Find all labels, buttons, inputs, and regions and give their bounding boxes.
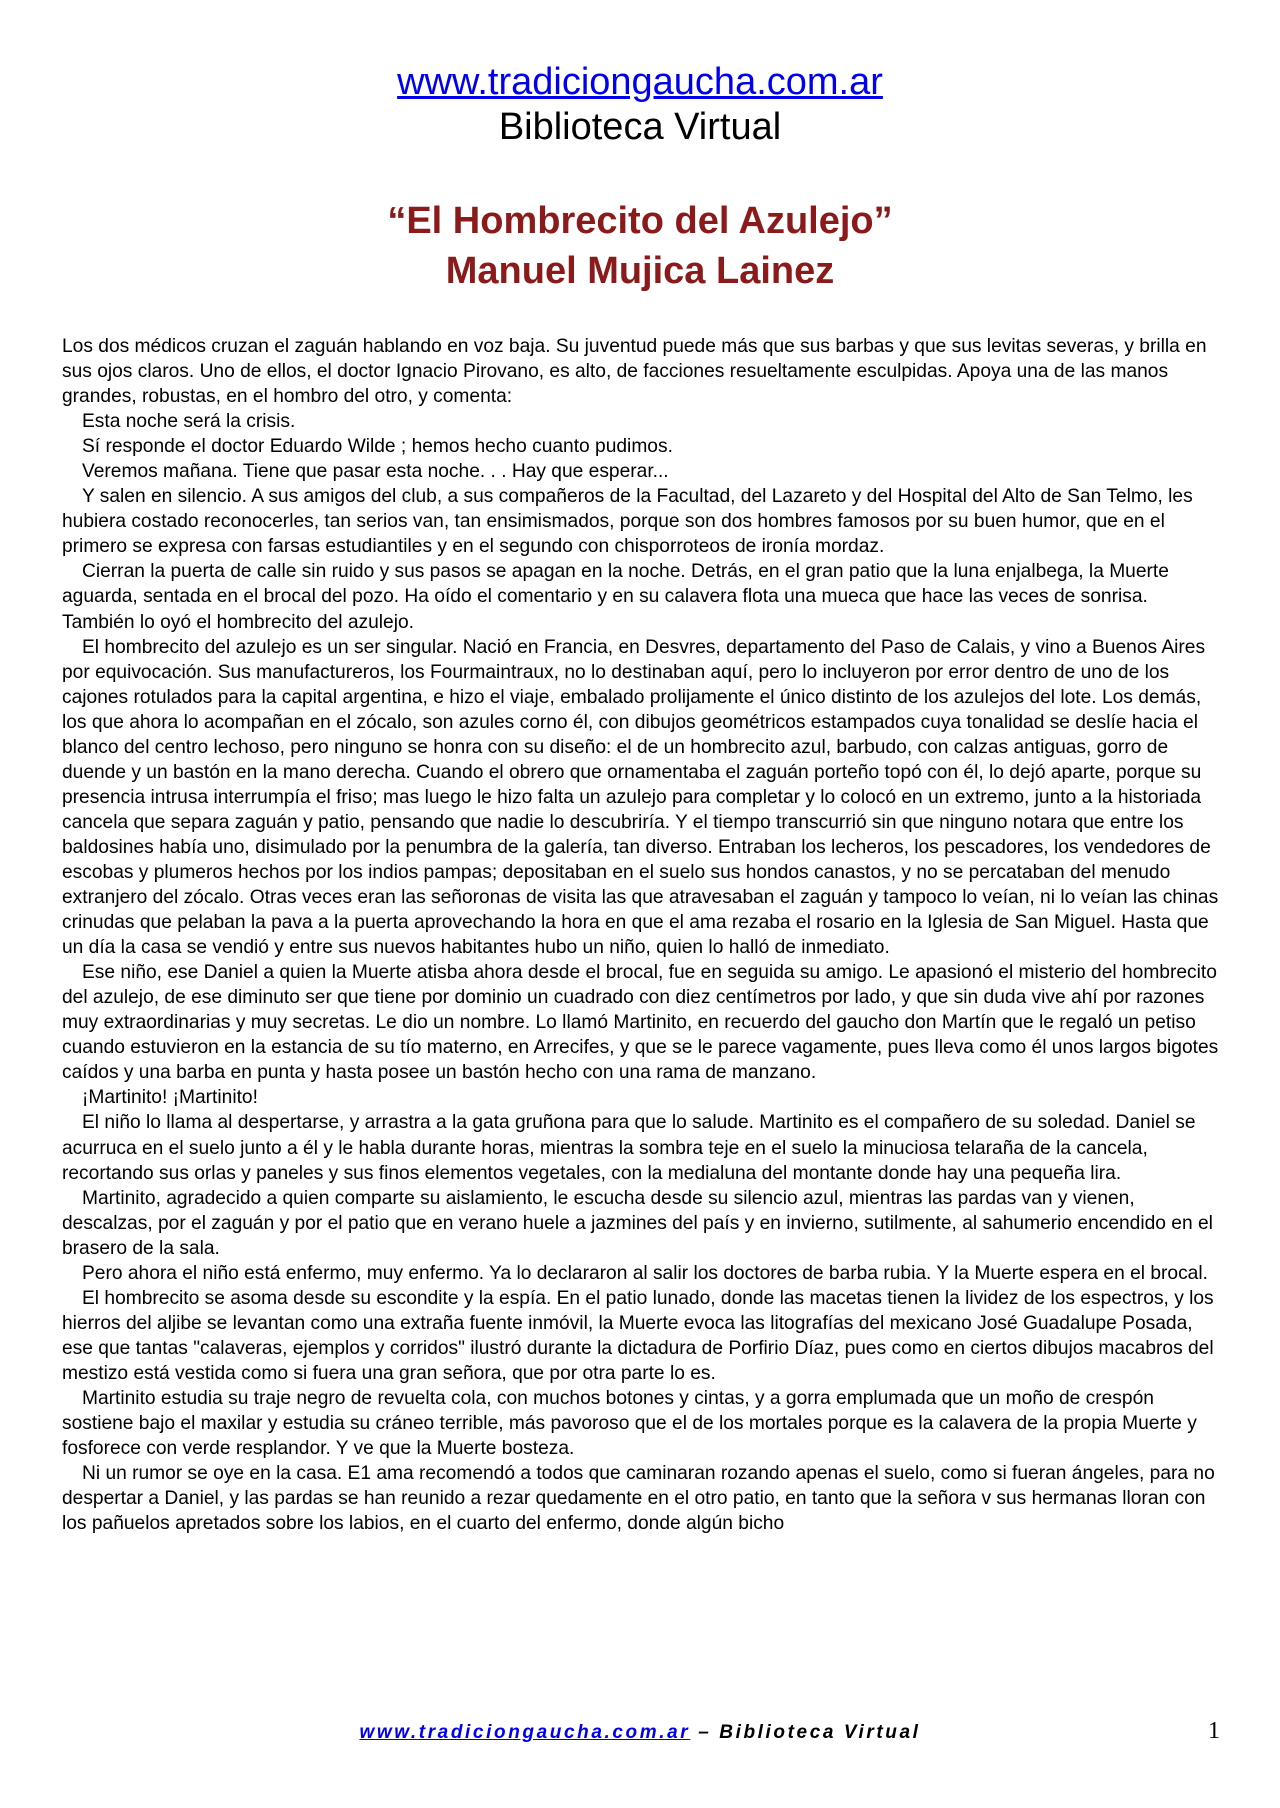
paragraph: Los dos médicos cruzan el zaguán hablando en voz baja. Su juventud puede más que sus barbas y que sus levitas severas, y brilla en sus ojos claros. Uno de ellos, el doctor Ignacio Pirovano, es alto, de facciones resueltamente esculpidas. Apoya una de las manos grandes, robustas, en el hombro del otro, y comenta: [62, 336, 1207, 408]
paragraph: El hombrecito se asoma desde su escondite y la espía. En el patio lunado, donde las macetas tienen la lividez de los espectros, y los hierros del aljibe se levantan como una extraña fuente inmóvil, la Muerte evoca las litografías del mexicano José Guadalupe Posada, ese que tantas "calaveras, ejemplos y corridos" ilustró durante la dictadura de Porfirio Díaz, pues como en ciertos dibujos macabros del mestizo está vestida como si fuera una gran señora, que por otra parte lo es. [62, 1287, 1214, 1384]
paragraph: Martinito, agradecido a quien comparte su aislamiento, le escucha desde su silencio azul, mientras las pardas van y vienen, descalzas, por el zaguán y por el patio que en verano huele a jazmines del país y en invierno, sutilmente, al sahumerio encendido en el brasero de la sala. [62, 1187, 1213, 1259]
paragraph: ¡Martinito! ¡Martinito! [82, 1087, 258, 1109]
footer-separator: – [690, 1722, 720, 1743]
paragraph: Martinito estudia su traje negro de revuelta cola, con muchos botones y cintas, y a gorra emplumada que un moño de crespón sostiene bajo el maxilar y estudia su cráneo terrible, más pavoroso que el de los mortales porque es la calavera de la propia Muerte y fosforece con verde resplandor. Y ve que la Muerte bosteza. [62, 1387, 1197, 1460]
title-block [0, 196, 1280, 296]
work-title: “El Hombrecito del Azulejo” [387, 200, 893, 242]
paragraph: Veremos mañana. Tiene que pasar esta noche. . . Hay que esperar... [82, 461, 669, 483]
footer-link[interactable]: www.tradiciongaucha.com.ar [359, 1722, 691, 1743]
site-link[interactable]: www.tradiciongaucha.com.ar [397, 61, 883, 103]
paragraph: Ni un rumor se oye en la casa. E1 ama recomendó a todos que caminaran rozando apenas el suelo, como si fueran ángeles, para no despertar a Daniel, y las pardas se han reunido a rezar quedamente en el otro patio, en tanto que la señora v sus hermanas lloran con los pañuelos apretados sobre los labios, en el cuarto del enfermo, donde algún bicho [62, 1463, 1215, 1535]
story-body [62, 334, 1224, 1536]
paragraph: El niño lo llama al despertarse, y arrastra a la gata gruñona para que lo salude. Martinito es el compañero de su soledad. Daniel se acurruca en el suelo junto a él y le habla durante horas, mientras la sombra teje en el suelo la minuciosa telaraña de la cancela, recortando sus orlas y paneles y sus finos elementos vegetales, con la medialuna del montante donde hay una pequeña lira. [62, 1112, 1196, 1184]
paragraph: Sí responde el doctor Eduardo Wilde ; hemos hecho cuanto pudimos. [82, 436, 673, 458]
paragraph: Y salen en silencio. A sus amigos del club, a sus compañeros de la Facultad, del Lazareto y del Hospital del Alto de San Telmo, les hubiera costado reconocerles, tan serios van, tan ensimismados, porque son dos hombres famosos por su buen humor, que en el primero se expresa con farsas estudiantiles y en el segundo con chisporroteos de ironía mordaz. [62, 486, 1193, 558]
paragraph: Pero ahora el niño está enfermo, muy enfermo. Ya lo declararon al salir los doctores de barba rubia. Y la Muerte espera en el brocal. [82, 1262, 1208, 1284]
paragraph: El hombrecito del azulejo es un ser singular. Nació en Francia, en Desvres, departamento del Paso de Calais, y vino a Buenos Aires por equivocación. Sus manufactureros, los Fourmaintraux, no lo destinaban aquí, pero lo incluyeron por error dentro de uno de los cajones rotulados para la capital argentina, e hizo el viaje, embalado prolijamente el único distinto de los azulejos del lote. Los demás, los que ahora lo acompañan en el zócalo, son azules corno él, con dibujos geométricos estampados cuya tonalidad se deslíe hacia el blanco del centro lechoso, pero ninguno se honra con su diseño: el de un hombrecito azul, barbudo, con calzas antiguas, gorro de duende y un bastón en la mano derecha. Cuando el obrero que ornamentaba el zaguán porteño topó con él, lo dejó aparte, porque su presencia intrusa interrumpía el friso; mas luego le hizo falta un azulejo para completar y lo colocó en un extremo, junto a la historiada cancela que separa zaguán y patio, pensando que nadie lo descubriría. Y el tiempo transcurrió sin que ninguno notara que entre los baldosines había uno, disimulado por la penumbra de la galería, tan diverso. Entraban los lecheros, los pescadores, los vendedores de escobas y plumeros hechos por los indios pampas; depositaban en el suelo sus hondos canastos, y no se percataban del menudo extranjero del zócalo. Otras veces eran las señoronas de visita las que atravesaban el zaguán y tampoco lo veían, ni lo veían las chinas crinudas que pelaban la pava a la puerta aprovechando la hora en que el ama rezaba el rosario en la Iglesia de San Miguel. Hasta que un día la casa se vendió y entre sus nuevos habitantes hubo un niño, quien lo halló de inmediato. [62, 636, 1219, 959]
author-name: Manuel Mujica Lainez [445, 250, 835, 292]
page-footer [0, 1722, 1280, 1744]
page-header [0, 60, 1280, 150]
paragraph: Ese niño, ese Daniel a quien la Muerte atisba ahora desde el brocal, fue en seguida su amigo. Le apasionó el misterio del hombrecito del azulejo, de ese diminuto ser que tiene por dominio un cuadrado con diez centímetros por lado, y que sin duda vive ahí por razones muy extraordinarias y muy secretas. Le dio un nombre. Lo llamó Martinito, en recuerdo del gaucho don Martín que le regaló un petiso cuando estuvieron en la estancia de su tío materno, en Arrecifes, y que se le parece vagamente, pues lleva como él unos largos bigotes caídos y una barba en punta y hasta posee un bastón hecho con una rama de manzano. [62, 962, 1219, 1084]
page-number: 1 [1208, 1718, 1220, 1744]
paragraph: Cierran la puerta de calle sin ruido y sus pasos se apagan en la noche. Detrás, en el gran patio que la luna enjalbega, la Muerte aguarda, sentada en el brocal del pozo. Ha oído el comentario y en su calavera flota una mueca que hace las veces de sonrisa. También lo oyó el hombrecito del azulejo. [62, 561, 1169, 633]
footer-library: Biblioteca Virtual [719, 1722, 921, 1743]
library-title: Biblioteca Virtual [498, 106, 782, 148]
paragraph: Esta noche será la crisis. [82, 411, 296, 433]
